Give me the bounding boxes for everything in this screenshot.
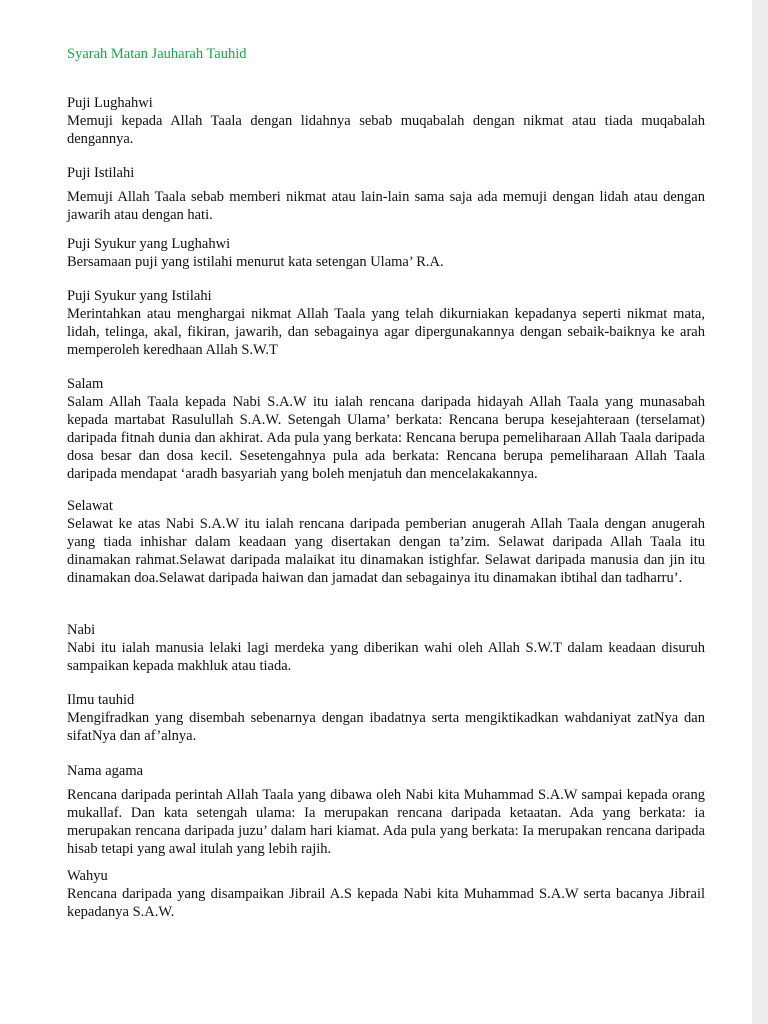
section-body: Merintahkan atau menghargai nikmat Allah Taala yang telah dikurniakan kepadanya seperti nikmat mata, lidah, telinga, akal, fikiran, jawarih, dan sebagainya agar dipergunakannya dengan sebaik-baiknya ke arah memperoleh keredhaan Allah S.W.T — [67, 306, 705, 358]
section-body: Mengifradkan yang disembah sebenarnya dengan ibadatnya serta mengiktikadkan wahdaniyat zatNya dan sifatNya dan af’alnya. — [67, 710, 705, 744]
section-nama-agama — [67, 762, 705, 858]
section-heading: Puji Istilahi — [67, 165, 135, 181]
section-body: Memuji kepada Allah Taala dengan lidahnya sebab muqabalah dengan nikmat atau tiada muqabalah dengannya. — [67, 113, 705, 147]
section-nabi — [67, 621, 705, 675]
section-body: Selawat ke atas Nabi S.A.W itu ialah rencana daripada pemberian anugerah Allah Taala dengan anugerah yang tiada inhishar dalam keadaan yang disertakan dengan ta’zim. Selawat daripada Allah Taala itu dinamakan rahmat.Selawat daripada malaikat itu dinamakan istighfar. Selawat daripada manusia dan jin itu dinamakan doa.Selawat daripada haiwan dan jamadat dan sebagainya itu dinamakan ibtihal dan tadharru’. — [67, 516, 705, 586]
section-body: Bersamaan puji yang istilahi menurut kata setengan Ulama’ R.A. — [67, 254, 444, 270]
section-heading: Wahyu — [67, 868, 108, 884]
section-heading: Salam — [67, 376, 104, 392]
section-puji-syukur-istilahi — [67, 287, 705, 359]
section-heading: Puji Syukur yang Istilahi — [67, 288, 212, 304]
section-body: Rencana daripada perintah Allah Taala yang dibawa oleh Nabi kita Muhammad S.A.W sampai kepada orang mukallaf. Dan kata setengah ulama: Ia merupakan rencana daripada ketaatan. Ada yang berkata: ia merupakan rencana daripada juzu’ dalam hari kiamat. Ada pula yang berkata: Ia merupakan rencana daripada hisab tetapi yang awal itulah yang lebih rajih. — [67, 787, 705, 857]
section-body: Rencana daripada yang disampaikan Jibrail A.S kepada Nabi kita Muhammad S.A.W serta bacanya Jibrail kepadanya S.A.W. — [67, 886, 705, 920]
section-heading: Puji Lughahwi — [67, 95, 153, 111]
scroll-gutter[interactable] — [752, 0, 768, 1024]
section-heading: Ilmu tauhid — [67, 692, 135, 708]
section-puji-istilahi — [67, 164, 705, 224]
section-heading: Selawat — [67, 498, 113, 514]
section-heading: Puji Syukur yang Lughahwi — [67, 236, 231, 252]
document-title: Syarah Matan Jauharah Tauhid — [67, 46, 247, 62]
section-selawat — [67, 497, 705, 587]
section-body: Salam Allah Taala kepada Nabi S.A.W itu ialah rencana daripada hidayah Allah Taala yang munasabah kepada martabat Rasulullah S.A.W. Setengah Ulama’ berkata: Rencana berupa kesejahteraan (terselamat) daripada fitnah dunia dan akhirat. Ada pula yang berkata: Rencana berupa pemeliharaan Allah Taala daripada dosa besar dan dosa kecil. Sesetengahnya pula ada berkata: Rencana berupa pemeliharaan Allah Taala daripada mendapat ‘aradh basyariah yang boleh menjatuh dan mencelakakannya. — [67, 394, 705, 482]
section-puji-syukur-lughahwi — [67, 235, 705, 271]
section-heading: Nama agama — [67, 763, 144, 779]
section-wahyu — [67, 867, 705, 921]
section-heading: Nabi — [67, 622, 96, 638]
section-puji-lughahwi — [67, 94, 705, 148]
section-body: Nabi itu ialah manusia lelaki lagi merdeka yang diberikan wahi oleh Allah S.W.T dalam keadaan disuruh sampaikan kepada makhluk atau tiada. — [67, 640, 705, 674]
section-body: Memuji Allah Taala sebab memberi nikmat atau lain-lain sama saja ada memuji dengan lidah atau dengan jawarih atau dengan hati. — [67, 189, 705, 223]
section-ilmu-tauhid — [67, 691, 705, 745]
section-salam — [67, 375, 705, 483]
